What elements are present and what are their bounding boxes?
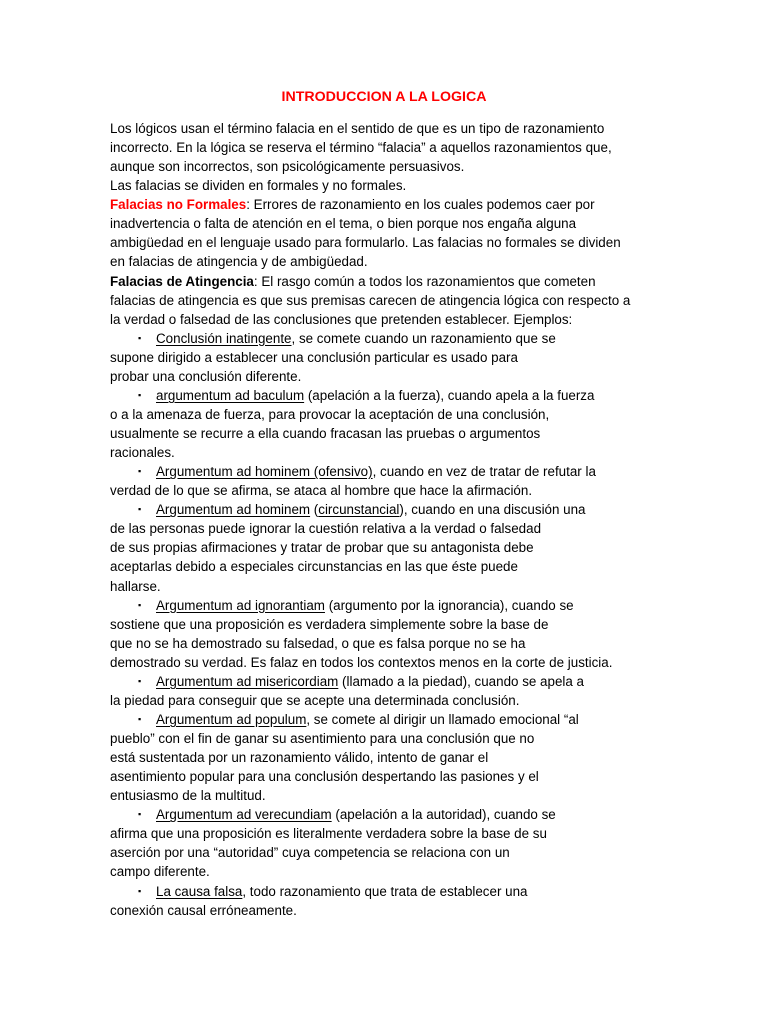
fallacy-item [110,710,670,729]
fallacy-line: de las personas puede ignorar la cuestión relativa a la verdad o falsedad [110,521,542,537]
bullet-icon: ▪ [138,713,142,724]
fallacy-line: campo diferente. [110,864,210,880]
intro-line: Los lógicos usan el término falacia en el sentido de que es un tipo de razonamiento [110,121,605,136]
fallacy-item [110,462,670,481]
fallacy-line: supone dirigido a establecer una conclusión particular es usado para [110,349,518,365]
bullet-icon: ▪ [138,599,142,610]
fallacy-line: afirma que una proposición es literalmente verdadera sobre la base de su [110,826,547,842]
fallacy-item [110,882,670,901]
fallacy-line: aserción por una “autoridad” cuya competencia se relaciona con un [110,845,510,861]
fallacy-line: la piedad para conseguir que se acepte una determinada conclusión. [110,692,520,708]
fallacy-item [110,500,670,519]
fallacy-text: , cuando en vez de tratar de refutar la [372,464,596,480]
fallacy-item [110,386,670,405]
fallacy-term: circunstancial [318,502,400,518]
fallacy-term: Argumentum ad misericordiam [156,673,339,689]
page-title: INTRODUCCION A LA LOGICA [281,89,487,105]
fallacy-item [110,672,670,691]
fallacy-term: Argumentum ad hominem (ofensivo) [156,464,373,480]
fallacy-line: está sustentada por un razonamiento válido, intento de ganar el [110,750,489,766]
fallacy-line: de sus propias afirmaciones y tratar de probar que su antagonista debe [110,540,534,556]
fallacy-line: probar una conclusión diferente. [110,368,302,384]
bullet-icon: ▪ [138,332,142,343]
fallacy-item [110,329,670,348]
fallacy-term: argumentum ad baculum [156,387,305,403]
atingencia-line: falacias de atingencia es que sus premisas carecen de atingencia lógica con respecto a [110,292,631,308]
fallacy-line: verdad de lo que se afirma, se ataca al hombre que hace la afirmación. [110,483,533,499]
fallacy-text: (argumento por la ignorancia), cuando se [324,597,574,613]
fallacy-line: entusiasmo de la multitud. [110,788,266,804]
intro-line: aunque son incorrectos, son psicológicamente persuasivos. [110,159,465,175]
fallacy-item [110,805,670,824]
document-body [110,119,670,920]
fallacy-text: , todo razonamiento que trata de establecer una [242,883,528,899]
no-formales-line: ambigüedad en el lenguaje usado para formularlo. Las falacias no formales se dividen [110,235,621,251]
bullet-icon: ▪ [138,389,142,400]
fallacy-list [110,329,670,920]
bullet-icon: ▪ [138,809,142,820]
fallacy-term: Argumentum ad verecundiam [156,807,332,823]
no-formales-heading: Falacias no Formales [110,197,247,213]
fallacy-text: (llamado a la piedad), cuando se apela a [338,673,584,689]
fallacy-line: usualmente se recurre a ella cuando fracasan las pruebas o argumentos [110,426,541,441]
atingencia-line: la verdad o falsedad de las conclusiones que pretenden establecer. Ejemplos: [110,311,573,327]
fallacy-line: aceptarlas debido a especiales circunstancias en las que éste puede [110,559,518,575]
bullet-icon: ▪ [138,504,142,515]
no-formales-line: inadvertencia o falta de atención en el tema, o bien porque nos engaña alguna [110,216,577,232]
fallacy-text: (apelación a la autoridad), cuando se [331,807,556,823]
fallacy-line: o a la amenaza de fuerza, para provocar la aceptación de una conclusión, [110,406,550,422]
intro-line: Las falacias se dividen en formales y no formales. [110,178,407,194]
atingencia-paragraph-start [110,272,670,291]
bullet-icon: ▪ [138,466,142,477]
fallacy-term: Argumentum ad hominem [156,502,311,518]
fallacy-text: ( [310,502,319,518]
no-formales-text: : Errores de razonamiento en los cuales podemos caer por [246,197,595,213]
fallacy-line: hallarse. [110,578,161,594]
fallacy-item [110,596,670,615]
fallacy-text: (apelación a la fuerza), cuando apela a la fuerza [304,387,595,403]
atingencia-text: : El rasgo común a todos los razonamientos que cometen [253,273,596,289]
fallacy-line: conexión causal erróneamente. [110,902,297,918]
fallacy-line: demostrado su verdad. Es falaz en todos los contextos menos en la corte de justicia. [110,654,613,670]
no-formales-paragraph-start [110,195,670,214]
fallacy-text: , se comete al dirigir un llamado emocional “al [306,711,579,727]
fallacy-line: que no se ha demostrado su falsedad, o que es falsa porque no se ha [110,635,526,651]
fallacy-term: La causa falsa [156,883,243,899]
fallacy-term: Argumentum ad ignorantiam [156,597,325,613]
fallacy-text: , se comete cuando un razonamiento que se [291,330,556,346]
fallacy-term: Argumentum ad populum [156,711,307,727]
bullet-icon: ▪ [138,675,142,686]
intro-line: incorrecto. En la lógica se reserva el término “falacia” a aquellos razonamientos que, [110,140,612,156]
fallacy-line: asentimiento popular para una conclusión despertando las pasiones y el [110,769,539,785]
fallacy-line: sostiene que una proposición es verdadera simplemente sobre la base de [110,616,549,632]
fallacy-line: racionales. [110,445,175,461]
bullet-icon: ▪ [138,885,142,896]
fallacy-line: pueblo” con el fin de ganar su asentimiento para una conclusión que no [110,731,535,746]
atingencia-heading: Falacias de Atingencia [110,273,254,289]
fallacy-term: Conclusión inatingente [156,330,292,346]
fallacy-text: ), cuando en una discusión una [399,502,586,518]
no-formales-line: en falacias de atingencia y de ambigüedad. [110,254,368,270]
